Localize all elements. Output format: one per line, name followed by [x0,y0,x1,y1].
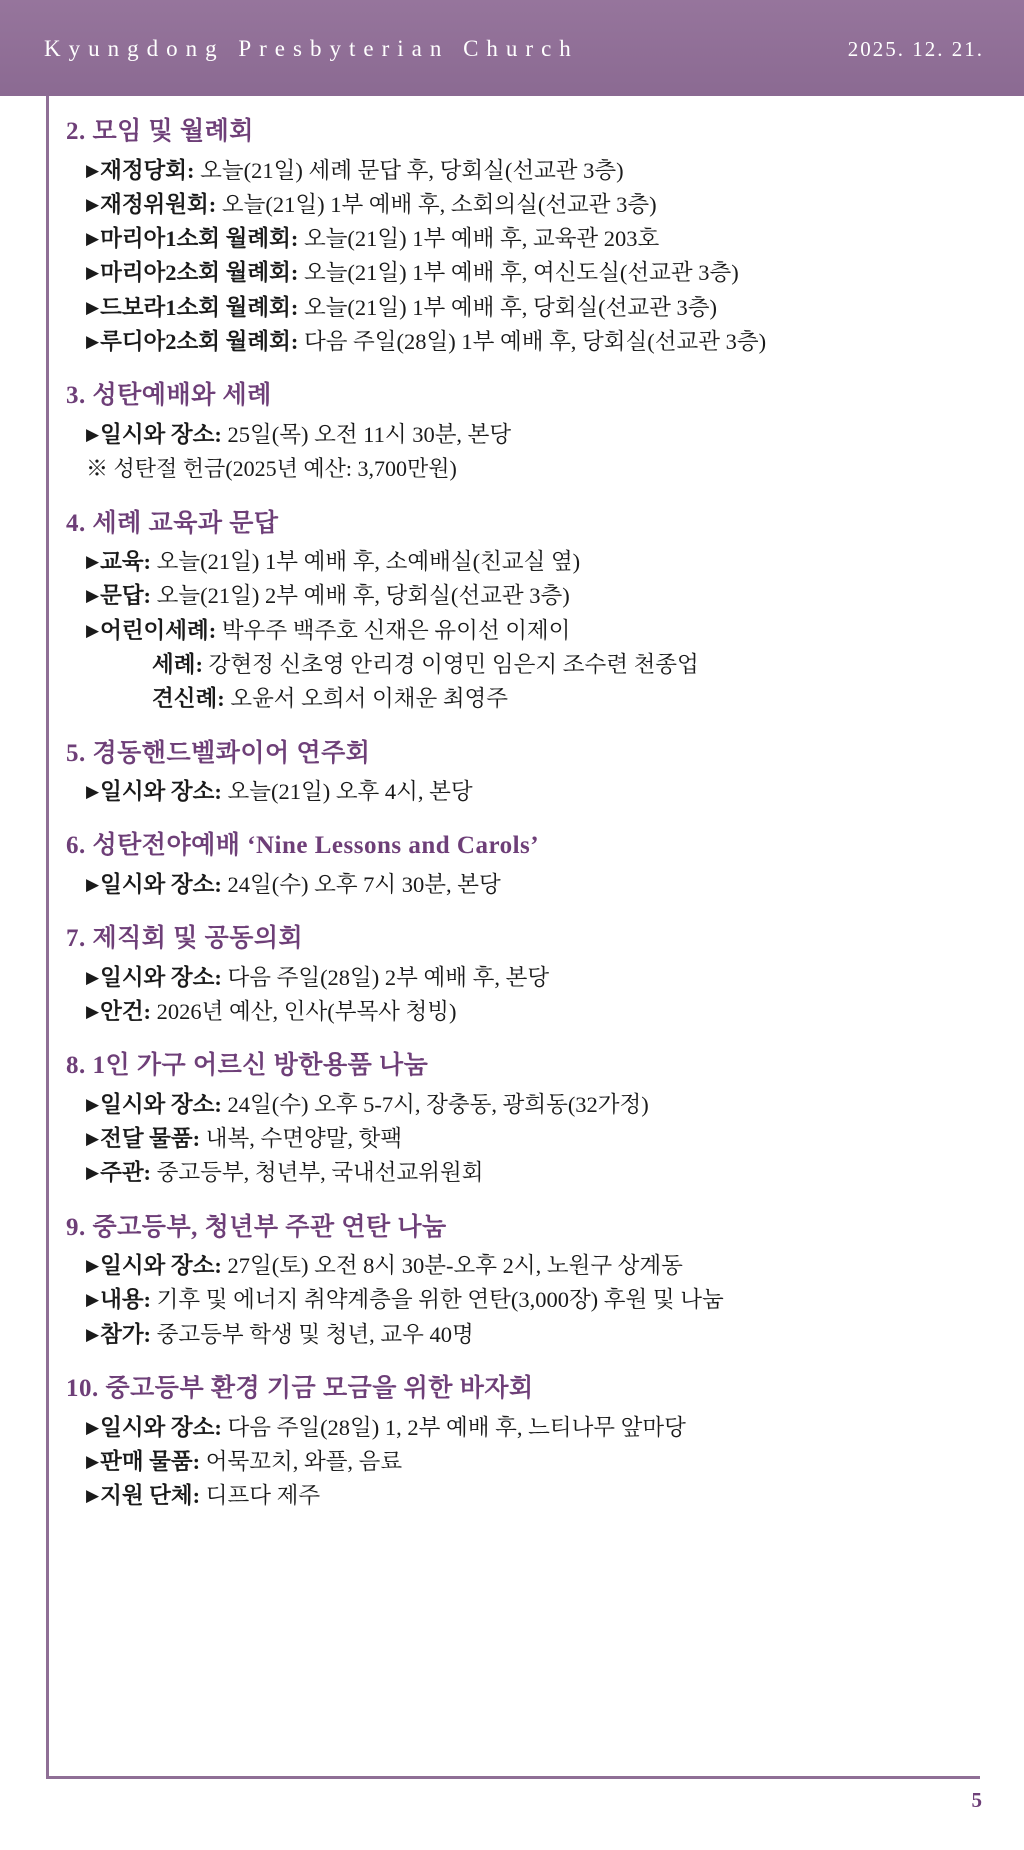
item-label: 교육: [100,549,152,575]
item-label: 마리아2소회 월례회: [100,260,299,286]
announcement-section [66,923,966,1028]
item-text: 오늘(21일) 2부 예배 후, 당회실(선교관 3층) [156,583,570,609]
announcement-subitem [152,682,966,715]
item-label: 지원 단체: [100,1483,201,1509]
announcement-item [86,1156,966,1189]
announcement-section [66,1050,966,1189]
announcement-item [86,868,966,901]
announcement-item [86,1088,966,1121]
announcement-section [66,380,966,485]
triangle-bullet-icon: ▶ [86,1094,100,1114]
item-label: 내용: [100,1287,152,1313]
bulletin-content [0,96,1024,1850]
section-title: 7. 제직회 및 공동의회 [66,925,304,953]
item-label: 판매 물품: [100,1448,201,1474]
item-label: 일시와 장소: [100,964,222,990]
announcement-item [86,256,966,289]
triangle-bullet-icon: ▶ [86,1417,100,1437]
item-label: 일시와 장소: [100,1414,222,1440]
announcement-section [66,508,966,716]
announcement-subitem [152,648,966,681]
item-text: 27일(토) 오전 8시 30분-오후 2시, 노원구 상계동 [227,1253,683,1279]
section-title: 6. 성탄전야예배 ‘Nine Lessons and Carols’ [66,832,540,860]
section-title: 9. 중고등부, 청년부 주관 연탄 나눔 [66,1213,447,1241]
item-text: 기후 및 에너지 취약계층을 위한 연탄(3,000장) 후원 및 나눔 [156,1287,724,1313]
triangle-bullet-icon: ▶ [86,874,100,894]
triangle-bullet-icon: ▶ [86,160,100,180]
announcement-item [86,188,966,221]
church-name: Kyungdong Presbyterian Church [44,36,579,61]
bulletin-date: 2025. 12. 21. [847,37,984,61]
announcement-item [86,961,966,994]
triangle-bullet-icon: ▶ [86,967,100,987]
triangle-bullet-icon: ▶ [86,1324,100,1344]
triangle-bullet-icon: ▶ [86,194,100,214]
announcement-item [86,154,966,187]
triangle-bullet-icon: ▶ [86,782,100,802]
announcement-sections [66,116,966,1526]
item-label: 일시와 장소: [100,871,222,897]
section-title: 4. 세례 교육과 문답 [66,509,279,537]
item-label: 안건: [100,999,152,1024]
triangle-bullet-icon: ▶ [86,331,100,351]
announcement-item [86,291,966,324]
item-text: 2026년 예산, 인사(부목사 청빙) [156,999,457,1024]
section-title: 10. 중고등부 환경 기금 모금을 위한 바자회 [66,1375,534,1403]
item-label: 루디아2소회 월례회: [100,328,299,354]
item-text: 어묵꼬치, 와플, 음료 [205,1448,403,1474]
triangle-bullet-icon: ▶ [86,1486,100,1506]
item-text: 다음 주일(28일) 1부 예배 후, 당회실(선교관 3층) [303,328,767,354]
section-title: 3. 성탄예배와 세례 [66,382,272,410]
subitem-text: 강현정 신초영 안리경 이영민 임은지 조수련 천종업 [208,652,699,678]
item-text: 내복, 수면양말, 핫팩 [205,1126,403,1152]
item-text: 중고등부, 청년부, 국내선교위원회 [156,1160,484,1186]
triangle-bullet-icon: ▶ [86,1451,100,1471]
triangle-bullet-icon: ▶ [86,620,100,640]
item-text: 오늘(21일) 1부 예배 후, 교육관 203호 [303,226,660,252]
bottom-horizontal-rule [46,1776,980,1779]
announcement-item [86,418,966,451]
item-label: 재정당회: [100,157,195,183]
announcement-item [86,1283,966,1316]
announcement-item [86,1411,966,1444]
announcement-item [86,995,966,1028]
page-header [0,0,1024,96]
subitem-label: 견신례: [152,686,225,712]
triangle-bullet-icon: ▶ [86,263,100,283]
item-text: 24일(수) 오후 7시 30분, 본당 [227,871,501,897]
item-text: 다음 주일(28일) 2부 예배 후, 본당 [227,964,550,990]
announcement-section [66,830,966,901]
announcement-section [66,1373,966,1512]
section-title: 5. 경동핸드벨콰이어 연주회 [66,739,371,767]
announcement-item [86,614,966,647]
item-label: 참가: [100,1321,152,1347]
item-text: 오늘(21일) 오후 4시, 본당 [227,779,473,805]
announcement-section [66,1212,966,1351]
announcement-item [86,545,966,578]
announcement-item [86,222,966,255]
item-text: 중고등부 학생 및 청년, 교우 40명 [156,1321,474,1347]
triangle-bullet-icon: ▶ [86,1256,100,1276]
item-label: 문답: [100,583,152,609]
triangle-bullet-icon: ▶ [86,1129,100,1149]
announcement-section [66,116,966,358]
item-label: 일시와 장소: [100,1253,222,1279]
item-label: 재정위원회: [100,191,217,217]
left-vertical-rule [46,96,49,1776]
item-label: 어린이세례: [100,617,217,643]
announcement-note: ※ 성탄절 헌금(2025년 예산: 3,700만원) [86,456,457,482]
item-label: 일시와 장소: [100,779,222,805]
triangle-bullet-icon: ▶ [86,1290,100,1310]
item-label: 주관: [100,1160,152,1186]
item-text: 다음 주일(28일) 1, 2부 예배 후, 느티나무 앞마당 [227,1414,686,1440]
item-text: 박우주 백주호 신재은 유이선 이제이 [221,617,571,643]
item-text: 24일(수) 오후 5-7시, 장충동, 광희동(32가정) [227,1091,649,1117]
triangle-bullet-icon: ▶ [86,1163,100,1183]
announcement-item [86,1318,966,1351]
announcement-item [86,775,966,808]
announcement-section [66,738,966,809]
item-text: 오늘(21일) 1부 예배 후, 당회실(선교관 3층) [303,294,717,320]
subitem-text: 오윤서 오희서 이채운 최영주 [230,686,509,712]
item-label: 마리아1소회 월례회: [100,226,299,252]
triangle-bullet-icon: ▶ [86,586,100,606]
item-text: 오늘(21일) 1부 예배 후, 여신도실(선교관 3층) [303,260,739,286]
announcement-item [86,579,966,612]
item-text: 25일(목) 오전 11시 30분, 본당 [227,421,512,447]
section-title: 8. 1인 가구 어르신 방한용품 나눔 [66,1052,429,1080]
item-text: 오늘(21일) 세례 문답 후, 당회실(선교관 3층) [200,157,624,183]
triangle-bullet-icon: ▶ [86,229,100,249]
item-text: 오늘(21일) 1부 예배 후, 소예배실(친교실 옆) [156,549,581,575]
announcement-item [86,1445,966,1478]
page-number: 5 [971,1788,982,1812]
triangle-bullet-icon: ▶ [86,1002,100,1021]
item-text: 오늘(21일) 1부 예배 후, 소회의실(선교관 3층) [221,191,657,217]
section-title: 2. 모임 및 월례회 [66,118,254,145]
item-text: 디프다 제주 [205,1483,321,1509]
item-label: 전달 물품: [100,1126,201,1152]
item-label: 일시와 장소: [100,421,222,447]
header-inner [44,36,984,62]
subitem-label: 세례: [152,652,203,678]
item-label: 일시와 장소: [100,1091,222,1117]
announcement-item [86,1479,966,1512]
triangle-bullet-icon: ▶ [86,297,100,317]
announcement-item [86,1249,966,1282]
triangle-bullet-icon: ▶ [86,424,100,444]
announcement-item [86,325,966,358]
announcement-item [86,1122,966,1155]
item-label: 드보라1소회 월례회: [100,294,299,320]
triangle-bullet-icon: ▶ [86,552,100,572]
